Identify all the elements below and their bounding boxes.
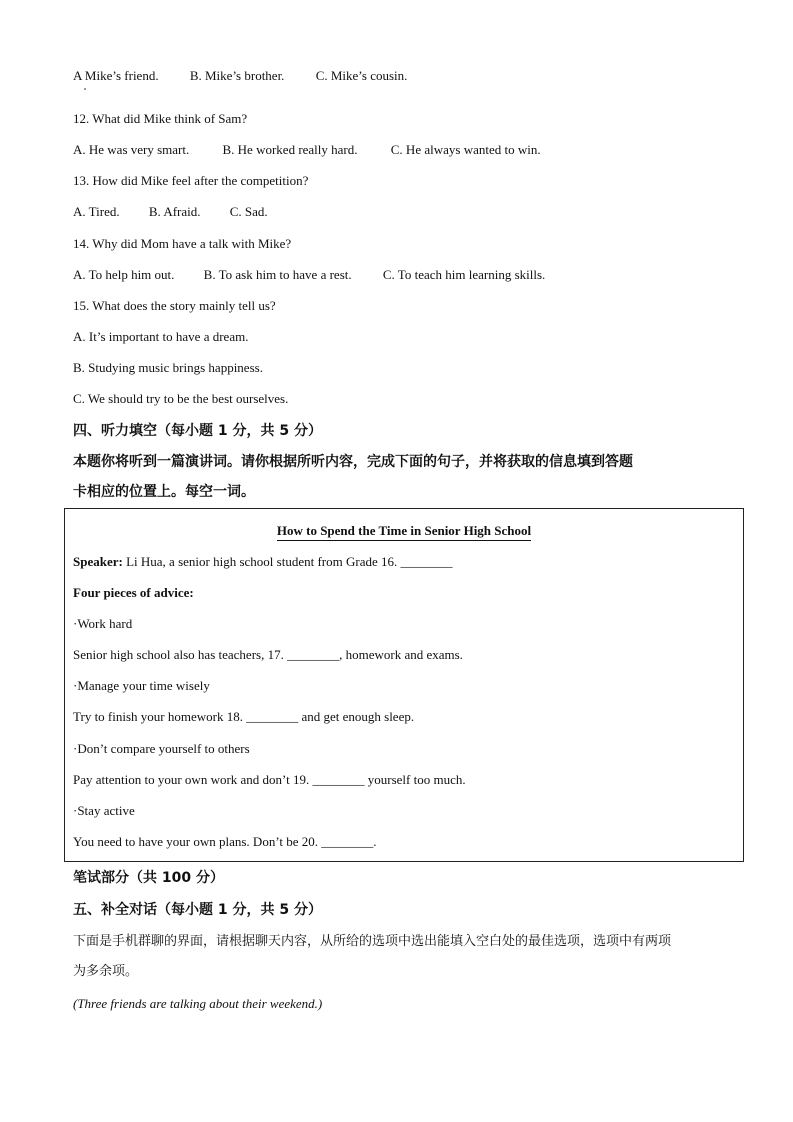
section5-instruction-line2: 为多余项。	[73, 964, 139, 979]
section5-instruction-line1: 下面是手机群聊的界面，请根据聊天内容，从所给的选项中选出能填入空白处的最佳选项，选项中有两项	[73, 934, 672, 949]
speaker-label: Speaker:	[73, 554, 123, 569]
advice-item3-head: ·Don’t compare yourself to others	[73, 741, 250, 756]
section5-scene: (Three friends are talking about their weekend.)	[73, 996, 323, 1011]
q14-option-a: A. To help him out.	[73, 267, 175, 282]
q14-options	[73, 267, 545, 283]
listening-notes-box	[64, 508, 744, 862]
q12-option-a: A. He was very smart.	[73, 142, 190, 157]
q11-option-b: B. Mike’s brother.	[189, 68, 285, 83]
q15-option-a: A. It’s important to have a dream.	[73, 329, 249, 344]
q11-options	[73, 68, 407, 84]
q14-option-c: C. To teach him learning skills.	[382, 267, 546, 282]
written-heading: 笔试部分（共 100 分）	[73, 870, 224, 886]
box-title-text: How to Spend the Time in Senior High School	[277, 523, 531, 541]
q12-options	[73, 142, 541, 158]
q14-option-b: B. To ask him to have a rest.	[203, 267, 352, 282]
advice-item3-text: Pay attention to your own work and don’t 19. ________ yourself too much.	[73, 772, 466, 787]
section5-heading: 五、补全对话（每小题 1 分，共 5 分）	[73, 902, 322, 918]
advice-item2-head: ·Manage your time wisely	[73, 678, 210, 693]
advice-item4-text: You need to have your own plans. Don’t be 20. ________.	[73, 834, 377, 849]
advice-heading	[73, 585, 194, 601]
speaker-line	[73, 554, 452, 570]
stray-dot	[84, 88, 86, 90]
q12-question: 12. What did Mike think of Sam?	[73, 111, 248, 126]
section4-heading: 四、听力填空（每小题 1 分，共 5 分）	[73, 423, 322, 439]
advice-item2-text: Try to finish your homework 18. ________ and get enough sleep.	[73, 709, 415, 724]
advice-item1-text: Senior high school also has teachers, 17. ________, homework and exams.	[73, 647, 463, 662]
q11-option-c: C. Mike’s cousin.	[315, 68, 408, 83]
q15-question: 15. What does the story mainly tell us?	[73, 298, 276, 313]
advice-item1-head: ·Work hard	[73, 616, 133, 631]
section4-instruction-line2: 卡相应的位置上。每空一词。	[73, 484, 255, 500]
q12-option-c: C. He always wanted to win.	[390, 142, 541, 157]
q13-option-a: A. Tired.	[73, 204, 120, 219]
q12-option-b: B. He worked really hard.	[222, 142, 358, 157]
q15-option-b: B. Studying music brings happiness.	[73, 360, 263, 375]
advice-item4-head: ·Stay active	[73, 803, 135, 818]
box-title	[65, 523, 743, 539]
q13-option-c: C. Sad.	[229, 204, 268, 219]
advice-heading-text: Four pieces of advice:	[73, 585, 194, 600]
section4-instruction-line1: 本题你将听到一篇演讲词。请你根据所听内容，完成下面的句子，并将获取的信息填到答题	[73, 454, 633, 470]
q13-option-b: B. Afraid.	[148, 204, 201, 219]
q13-question: 13. How did Mike feel after the competition?	[73, 173, 309, 188]
q11-option-a: A Mike’s friend.	[73, 68, 159, 83]
q13-options	[73, 204, 268, 220]
q14-question: 14. Why did Mom have a talk with Mike?	[73, 236, 292, 251]
q15-option-c: C. We should try to be the best ourselves.	[73, 391, 289, 406]
speaker-text: Li Hua, a senior high school student from Grade 16. ________	[122, 554, 453, 569]
